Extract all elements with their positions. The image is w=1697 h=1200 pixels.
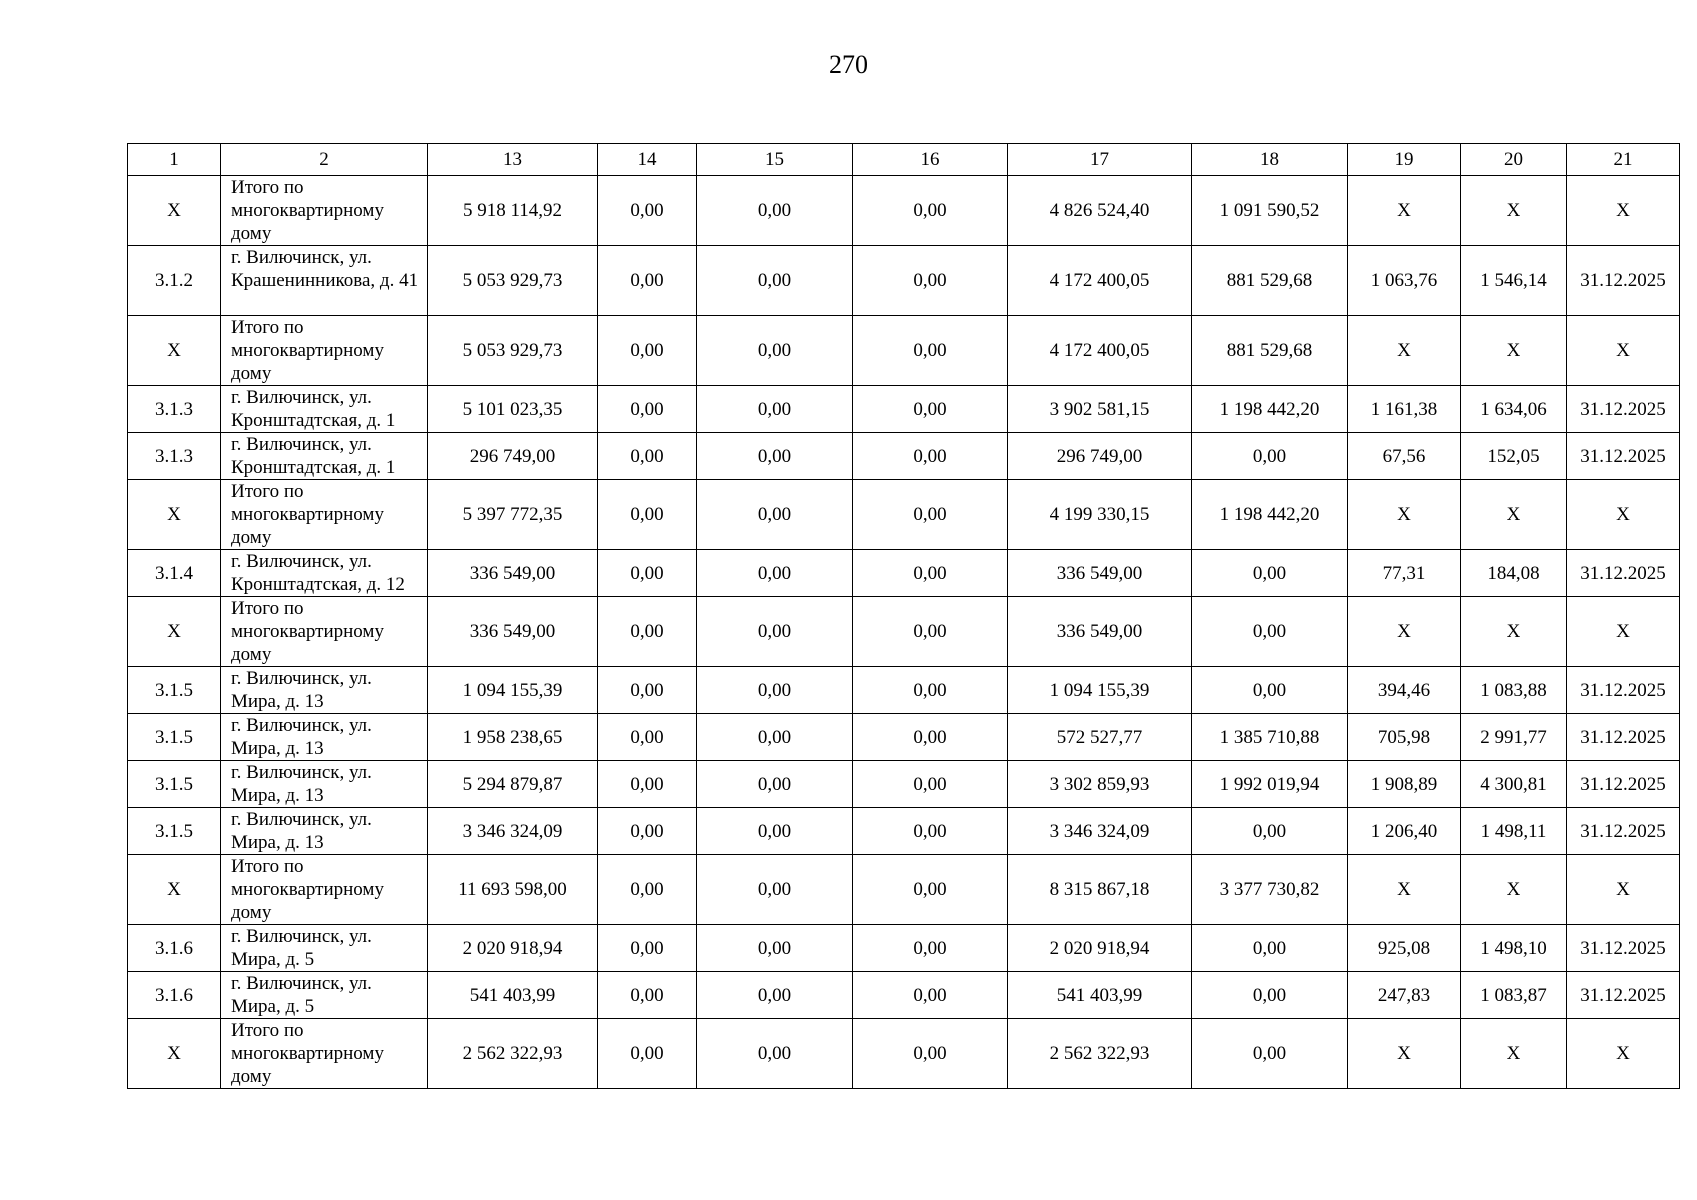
- value-cell: 0,00: [853, 925, 1008, 972]
- value-cell: 0,00: [853, 433, 1008, 480]
- table-row: [128, 386, 1680, 433]
- value-cell: 0,00: [853, 246, 1008, 316]
- value-cell: 0,00: [598, 597, 697, 667]
- item-number-cell: 3.1.5: [128, 761, 221, 808]
- value-cell: 0,00: [1192, 1019, 1348, 1089]
- value-cell: 1 908,89: [1348, 761, 1461, 808]
- address-cell: Итого по многоквартирному дому: [221, 855, 428, 925]
- address-cell: Итого по многоквартирному дому: [221, 597, 428, 667]
- table-row: [128, 246, 1680, 316]
- value-cell: 0,00: [697, 1019, 853, 1089]
- value-cell: 2 562 322,93: [428, 1019, 598, 1089]
- value-cell: 1 063,76: [1348, 246, 1461, 316]
- page-number: 270: [829, 50, 868, 79]
- value-cell: 296 749,00: [1008, 433, 1192, 480]
- value-cell: 3 346 324,09: [1008, 808, 1192, 855]
- value-cell: 2 991,77: [1461, 714, 1567, 761]
- value-cell: 0,00: [853, 667, 1008, 714]
- value-cell: 1 546,14: [1461, 246, 1567, 316]
- table-row: [128, 667, 1680, 714]
- value-cell: 31.12.2025: [1567, 246, 1680, 316]
- value-cell: 0,00: [697, 550, 853, 597]
- value-cell: 1 958 238,65: [428, 714, 598, 761]
- value-cell: 0,00: [598, 316, 697, 386]
- value-cell: 0,00: [853, 386, 1008, 433]
- address-cell: г. Вилючинск, ул. Кронштадтская, д. 1: [221, 433, 428, 480]
- value-cell: 67,56: [1348, 433, 1461, 480]
- value-cell: Х: [1348, 480, 1461, 550]
- table-row: [128, 1019, 1680, 1089]
- item-number-cell: 3.1.5: [128, 714, 221, 761]
- table-row: [128, 855, 1680, 925]
- value-cell: 0,00: [598, 855, 697, 925]
- item-number-cell: 3.1.3: [128, 386, 221, 433]
- value-cell: 0,00: [598, 480, 697, 550]
- value-cell: 31.12.2025: [1567, 808, 1680, 855]
- value-cell: Х: [1348, 1019, 1461, 1089]
- value-cell: 0,00: [853, 855, 1008, 925]
- value-cell: 394,46: [1348, 667, 1461, 714]
- value-cell: 1 091 590,52: [1192, 176, 1348, 246]
- table-row: [128, 761, 1680, 808]
- value-cell: Х: [1348, 176, 1461, 246]
- value-cell: 0,00: [1192, 667, 1348, 714]
- column-number-cell: 21: [1567, 144, 1680, 176]
- table-row: [128, 480, 1680, 550]
- value-cell: 0,00: [853, 714, 1008, 761]
- value-cell: 0,00: [1192, 972, 1348, 1019]
- value-cell: 1 206,40: [1348, 808, 1461, 855]
- value-cell: 0,00: [853, 972, 1008, 1019]
- value-cell: 0,00: [853, 550, 1008, 597]
- column-number-cell: 16: [853, 144, 1008, 176]
- value-cell: 0,00: [1192, 433, 1348, 480]
- value-cell: 0,00: [598, 761, 697, 808]
- value-cell: Х: [1567, 316, 1680, 386]
- item-number-cell: Х: [128, 480, 221, 550]
- item-number-cell: 3.1.3: [128, 433, 221, 480]
- address-cell: Итого по многоквартирному дому: [221, 316, 428, 386]
- value-cell: 0,00: [598, 433, 697, 480]
- value-cell: 0,00: [697, 925, 853, 972]
- value-cell: 0,00: [853, 316, 1008, 386]
- value-cell: Х: [1461, 176, 1567, 246]
- value-cell: 8 315 867,18: [1008, 855, 1192, 925]
- value-cell: 0,00: [598, 246, 697, 316]
- value-cell: 881 529,68: [1192, 246, 1348, 316]
- value-cell: 0,00: [697, 808, 853, 855]
- value-cell: 152,05: [1461, 433, 1567, 480]
- column-number-cell: 2: [221, 144, 428, 176]
- value-cell: 1 161,38: [1348, 386, 1461, 433]
- item-number-cell: Х: [128, 316, 221, 386]
- address-cell: г. Вилючинск, ул. Мира, д. 13: [221, 714, 428, 761]
- table-header-row: [128, 144, 1680, 176]
- value-cell: 4 172 400,05: [1008, 246, 1192, 316]
- value-cell: 0,00: [598, 386, 697, 433]
- value-cell: 1 083,87: [1461, 972, 1567, 1019]
- value-cell: 4 172 400,05: [1008, 316, 1192, 386]
- column-number-cell: 1: [128, 144, 221, 176]
- value-cell: 0,00: [598, 667, 697, 714]
- address-cell: Итого по многоквартирному дому: [221, 480, 428, 550]
- value-cell: Х: [1567, 597, 1680, 667]
- address-cell: Итого по многоквартирному дому: [221, 1019, 428, 1089]
- value-cell: 0,00: [598, 808, 697, 855]
- value-cell: 247,83: [1348, 972, 1461, 1019]
- value-cell: 0,00: [697, 597, 853, 667]
- table-row: [128, 550, 1680, 597]
- address-cell: г. Вилючинск, ул. Мира, д. 13: [221, 667, 428, 714]
- value-cell: 5 053 929,73: [428, 246, 598, 316]
- value-cell: 3 302 859,93: [1008, 761, 1192, 808]
- table-row: [128, 925, 1680, 972]
- value-cell: 31.12.2025: [1567, 972, 1680, 1019]
- value-cell: 5 294 879,87: [428, 761, 598, 808]
- item-number-cell: 3.1.4: [128, 550, 221, 597]
- value-cell: 0,00: [1192, 597, 1348, 667]
- address-cell: Итого по многоквартирному дому: [221, 176, 428, 246]
- address-cell: г. Вилючинск, ул. Кронштадтская, д. 1: [221, 386, 428, 433]
- value-cell: 0,00: [697, 667, 853, 714]
- item-number-cell: Х: [128, 176, 221, 246]
- value-cell: 2 020 918,94: [428, 925, 598, 972]
- value-cell: 5 101 023,35: [428, 386, 598, 433]
- item-number-cell: Х: [128, 1019, 221, 1089]
- value-cell: 0,00: [598, 176, 697, 246]
- value-cell: 5 918 114,92: [428, 176, 598, 246]
- table-row: [128, 597, 1680, 667]
- value-cell: Х: [1348, 597, 1461, 667]
- value-cell: 11 693 598,00: [428, 855, 598, 925]
- value-cell: Х: [1567, 176, 1680, 246]
- value-cell: 3 902 581,15: [1008, 386, 1192, 433]
- value-cell: 4 826 524,40: [1008, 176, 1192, 246]
- table-row: [128, 176, 1680, 246]
- value-cell: 3 346 324,09: [428, 808, 598, 855]
- value-cell: 0,00: [697, 972, 853, 1019]
- value-cell: 0,00: [853, 480, 1008, 550]
- value-cell: 1 498,10: [1461, 925, 1567, 972]
- value-cell: 5 397 772,35: [428, 480, 598, 550]
- value-cell: 881 529,68: [1192, 316, 1348, 386]
- column-number-cell: 19: [1348, 144, 1461, 176]
- value-cell: 1 992 019,94: [1192, 761, 1348, 808]
- value-cell: 0,00: [697, 480, 853, 550]
- value-cell: Х: [1348, 855, 1461, 925]
- value-cell: 0,00: [697, 246, 853, 316]
- value-cell: 0,00: [853, 1019, 1008, 1089]
- value-cell: Х: [1567, 480, 1680, 550]
- value-cell: 0,00: [697, 316, 853, 386]
- value-cell: Х: [1348, 316, 1461, 386]
- value-cell: 2 562 322,93: [1008, 1019, 1192, 1089]
- value-cell: 0,00: [1192, 808, 1348, 855]
- column-number-cell: 20: [1461, 144, 1567, 176]
- value-cell: 0,00: [697, 714, 853, 761]
- item-number-cell: 3.1.2: [128, 246, 221, 316]
- value-cell: 0,00: [1192, 550, 1348, 597]
- value-cell: 31.12.2025: [1567, 667, 1680, 714]
- value-cell: 4 199 330,15: [1008, 480, 1192, 550]
- table-row: [128, 433, 1680, 480]
- value-cell: 5 053 929,73: [428, 316, 598, 386]
- value-cell: 0,00: [1192, 925, 1348, 972]
- address-cell: г. Вилючинск, ул. Мира, д. 5: [221, 925, 428, 972]
- value-cell: Х: [1461, 316, 1567, 386]
- address-cell: г. Вилючинск, ул. Мира, д. 13: [221, 808, 428, 855]
- item-number-cell: 3.1.6: [128, 925, 221, 972]
- table-row: [128, 714, 1680, 761]
- value-cell: 1 634,06: [1461, 386, 1567, 433]
- value-cell: 3 377 730,82: [1192, 855, 1348, 925]
- value-cell: 4 300,81: [1461, 761, 1567, 808]
- value-cell: 31.12.2025: [1567, 761, 1680, 808]
- value-cell: 0,00: [697, 761, 853, 808]
- value-cell: 77,31: [1348, 550, 1461, 597]
- column-number-cell: 15: [697, 144, 853, 176]
- value-cell: 705,98: [1348, 714, 1461, 761]
- value-cell: 31.12.2025: [1567, 925, 1680, 972]
- column-number-cell: 13: [428, 144, 598, 176]
- value-cell: 0,00: [853, 176, 1008, 246]
- value-cell: 925,08: [1348, 925, 1461, 972]
- value-cell: 1 498,11: [1461, 808, 1567, 855]
- value-cell: 336 549,00: [1008, 550, 1192, 597]
- value-cell: 0,00: [697, 855, 853, 925]
- value-cell: Х: [1461, 597, 1567, 667]
- value-cell: Х: [1567, 1019, 1680, 1089]
- value-cell: 0,00: [853, 761, 1008, 808]
- value-cell: 0,00: [697, 386, 853, 433]
- value-cell: 2 020 918,94: [1008, 925, 1192, 972]
- value-cell: 336 549,00: [1008, 597, 1192, 667]
- address-cell: г. Вилючинск, ул. Мира, д. 5: [221, 972, 428, 1019]
- value-cell: 0,00: [697, 176, 853, 246]
- address-cell: г. Вилючинск, ул. Крашенинникова, д. 41: [221, 246, 428, 316]
- value-cell: 541 403,99: [1008, 972, 1192, 1019]
- column-number-cell: 14: [598, 144, 697, 176]
- item-number-cell: 3.1.5: [128, 808, 221, 855]
- item-number-cell: 3.1.5: [128, 667, 221, 714]
- item-number-cell: 3.1.6: [128, 972, 221, 1019]
- address-cell: г. Вилючинск, ул. Мира, д. 13: [221, 761, 428, 808]
- value-cell: Х: [1461, 1019, 1567, 1089]
- item-number-cell: Х: [128, 855, 221, 925]
- value-cell: 0,00: [853, 597, 1008, 667]
- value-cell: 0,00: [598, 925, 697, 972]
- value-cell: 0,00: [598, 550, 697, 597]
- value-cell: 31.12.2025: [1567, 714, 1680, 761]
- value-cell: 184,08: [1461, 550, 1567, 597]
- value-cell: 541 403,99: [428, 972, 598, 1019]
- value-cell: 0,00: [598, 972, 697, 1019]
- value-cell: 0,00: [598, 714, 697, 761]
- value-cell: 0,00: [598, 1019, 697, 1089]
- value-cell: 336 549,00: [428, 597, 598, 667]
- value-cell: 31.12.2025: [1567, 433, 1680, 480]
- value-cell: 31.12.2025: [1567, 386, 1680, 433]
- value-cell: 1 198 442,20: [1192, 386, 1348, 433]
- value-cell: 1 385 710,88: [1192, 714, 1348, 761]
- value-cell: 296 749,00: [428, 433, 598, 480]
- data-table: [127, 143, 1680, 1089]
- value-cell: 572 527,77: [1008, 714, 1192, 761]
- value-cell: 1 198 442,20: [1192, 480, 1348, 550]
- item-number-cell: Х: [128, 597, 221, 667]
- value-cell: Х: [1461, 480, 1567, 550]
- value-cell: 0,00: [697, 433, 853, 480]
- value-cell: 31.12.2025: [1567, 550, 1680, 597]
- address-cell: г. Вилючинск, ул. Кронштадтская, д. 12: [221, 550, 428, 597]
- value-cell: Х: [1567, 855, 1680, 925]
- value-cell: 336 549,00: [428, 550, 598, 597]
- value-cell: 1 094 155,39: [428, 667, 598, 714]
- value-cell: 1 083,88: [1461, 667, 1567, 714]
- table-row: [128, 972, 1680, 1019]
- table-row: [128, 316, 1680, 386]
- table-body: [128, 144, 1680, 1089]
- table-row: [128, 808, 1680, 855]
- value-cell: 0,00: [853, 808, 1008, 855]
- column-number-cell: 18: [1192, 144, 1348, 176]
- value-cell: Х: [1461, 855, 1567, 925]
- value-cell: 1 094 155,39: [1008, 667, 1192, 714]
- column-number-cell: 17: [1008, 144, 1192, 176]
